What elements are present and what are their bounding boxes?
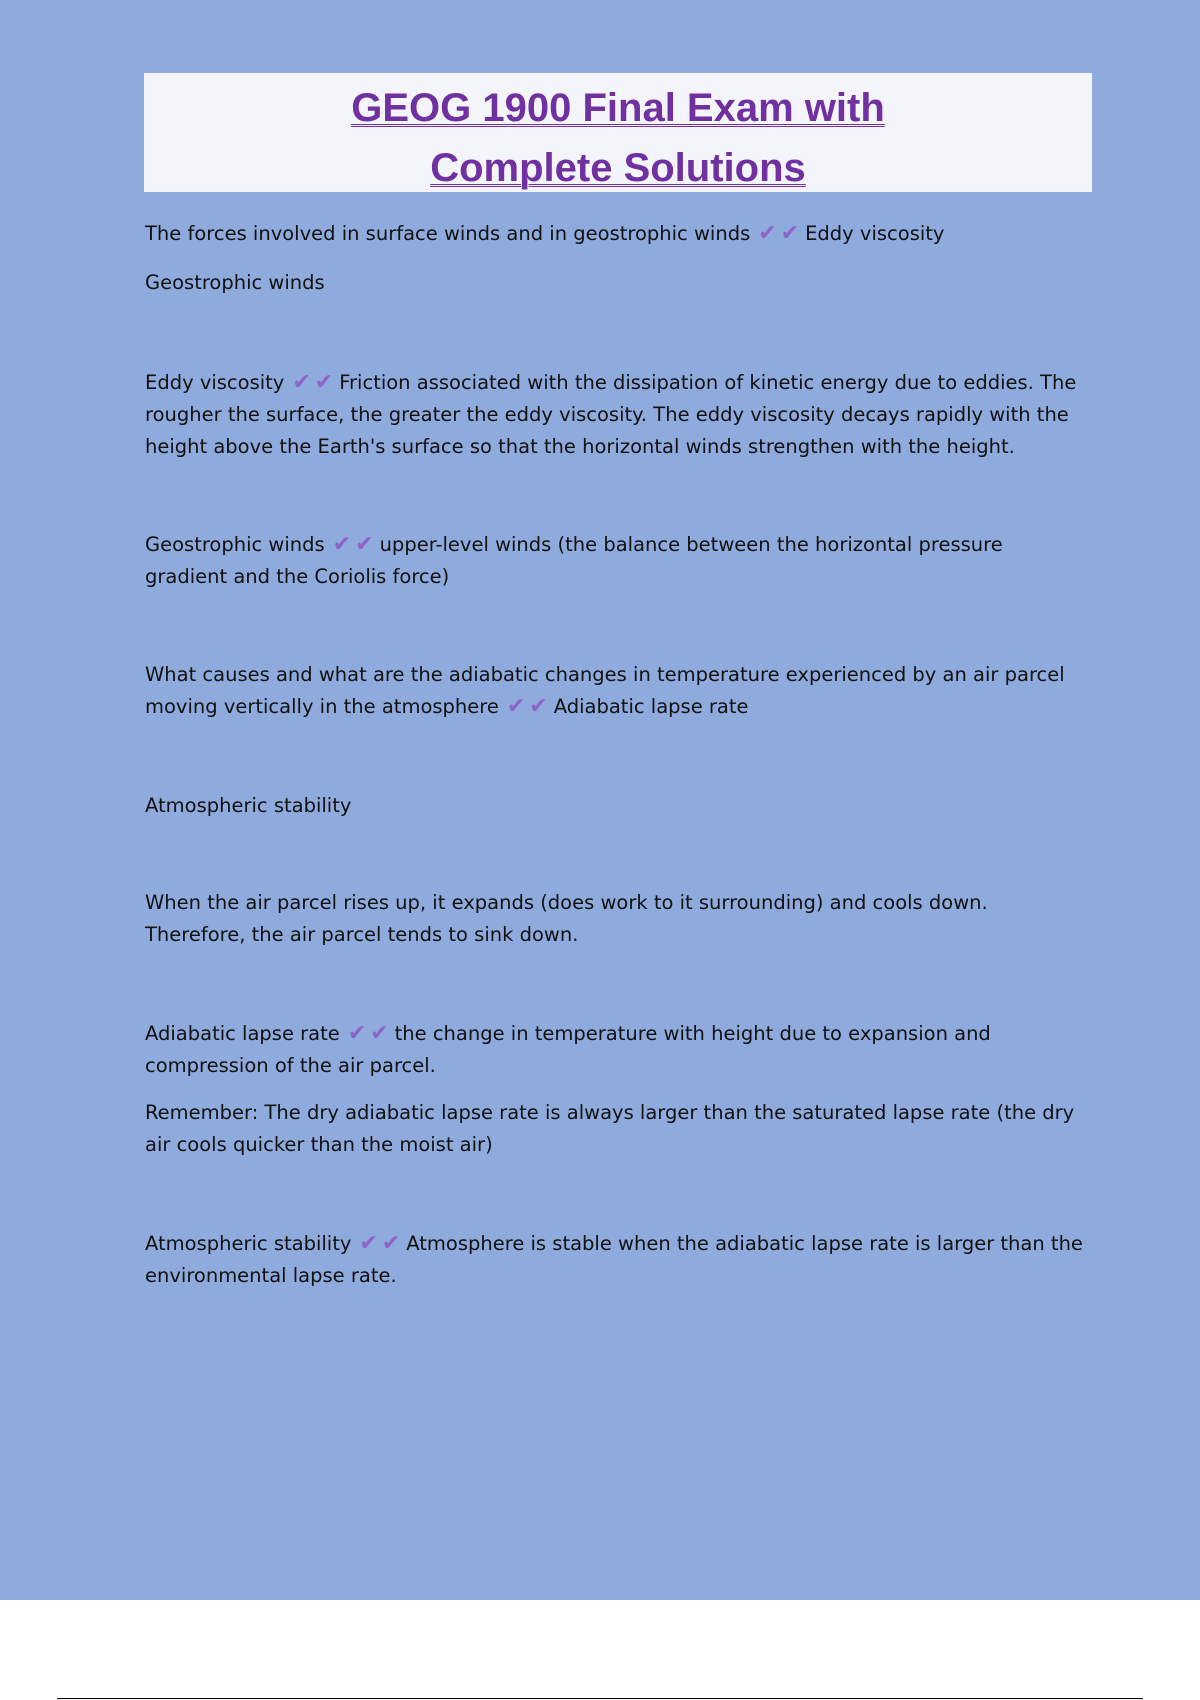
checkmark-icon: ✔ [355,532,374,557]
qa-item [145,529,1085,593]
checkmark-icon: ✔ [332,532,352,557]
checkmark-icon: ✔ [359,1231,378,1256]
answer-text: Eddy viscosity [805,222,945,245]
checkmark-icon: ✔ [292,370,311,395]
answer-text: Adiabatic lapse rate [553,695,749,718]
qa-item [145,367,1085,463]
checkmark-icon: ✔ [758,221,777,246]
question-text: Adiabatic lapse rate [145,1022,340,1045]
text-block: When the air parcel rises up, it expands (does work to it surrounding) and cools down. Therefore, the air parcel tends to sink down. [145,891,988,946]
title-banner [144,73,1092,192]
answer-text: the change in temperature with height due to expansion and compression of the air parcel. [145,1022,991,1077]
question-text: Geostrophic winds [145,533,325,556]
qa-item [145,1018,1085,1082]
check-marks [505,695,550,718]
answer-text: Atmosphere is stable when the adiabatic lapse rate is larger than the environmental lapse rate. [145,1232,1083,1287]
check-marks [357,1232,402,1255]
check-marks [346,1022,391,1045]
checkmark-icon: ✔ [529,694,548,719]
question-text: What causes and what are the adiabatic changes in temperature experienced by an air parcel moving vertically in the atmosphere [145,663,1065,718]
text-block: Remember: The dry adiabatic lapse rate is always larger than the saturated lapse rate (the dry air cools quicker than the moist air) [145,1101,1075,1156]
check-marks [331,533,376,556]
checkmark-icon: ✔ [314,370,334,395]
footer-divider [57,1698,1143,1699]
checkmark-icon: ✔ [381,1231,401,1256]
text-line: Geostrophic winds [145,271,325,294]
checkmark-icon: ✔ [506,694,526,719]
answer-text: upper-level winds (the balance between the horizontal pressure gradient and the Coriolis force) [145,533,1003,588]
checkmark-icon: ✔ [370,1021,389,1046]
page-title: GEOG 1900 Final Exam with Complete Solutions [351,86,885,190]
answer-text: Friction associated with the dissipation of kinetic energy due to eddies. The rougher the surface, the greater the eddy viscosity. The eddy viscosity decays rapidly with the height above the Earth's surface so that the horizontal winds strengthen with the height. [145,371,1077,458]
text-line: Atmospheric stability [145,794,352,817]
question-text: Eddy viscosity [145,371,285,394]
question-text: The forces involved in surface winds and in geostrophic winds [145,222,751,245]
check-marks [290,371,335,394]
checkmark-icon: ✔ [780,221,800,246]
check-marks [756,222,801,245]
checkmark-icon: ✔ [347,1021,367,1046]
qa-item [145,1228,1085,1292]
qa-item [145,218,1085,250]
question-text: Atmospheric stability [145,1232,352,1255]
qa-item [145,659,1085,723]
